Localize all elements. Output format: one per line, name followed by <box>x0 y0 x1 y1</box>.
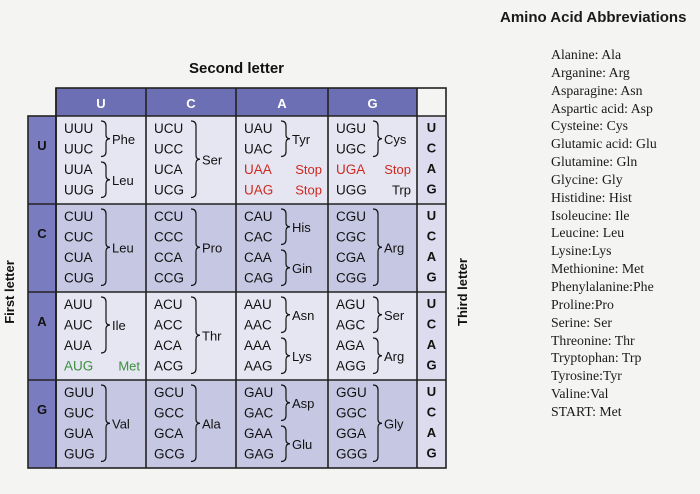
third-letter-a: A <box>426 161 437 176</box>
codon: GAA <box>244 426 273 441</box>
codon: AUU <box>64 297 93 312</box>
codon: GCC <box>154 405 184 421</box>
abbreviation-item: Histidine: Hist <box>551 189 632 205</box>
third-letter-a: A <box>426 249 437 264</box>
codon: AGG <box>336 358 367 374</box>
codon: AGA <box>336 338 365 353</box>
codon: ACA <box>154 338 182 353</box>
second-letter-a: A <box>277 96 287 111</box>
first-letter-label: First letter <box>2 260 17 324</box>
abbreviations-list <box>551 46 657 421</box>
codon: CGA <box>336 250 366 265</box>
codon: GAG <box>244 446 275 462</box>
amino-acid-label: Stop <box>295 182 322 198</box>
codon: UCU <box>154 121 184 136</box>
amino-acid-label: Val <box>112 416 130 432</box>
third-letter-c: C <box>426 228 437 244</box>
amino-acid-label: Met <box>118 358 140 374</box>
codon: GGG <box>336 446 368 462</box>
codon: AUC <box>64 317 93 333</box>
amino-acid-label: Asp <box>292 395 315 411</box>
abbreviation-item: Arganine: Arg <box>551 64 630 80</box>
codon: CGU <box>336 209 366 224</box>
amino-acid-label: Arg <box>384 240 405 256</box>
abbreviations-title: Amino Acid Abbreviations <box>500 9 687 26</box>
third-letter-u: U <box>426 384 437 399</box>
codon: GAU <box>244 385 274 400</box>
codon: UAG <box>244 182 274 198</box>
codon: GCA <box>154 426 184 441</box>
third-letter-g: G <box>426 357 437 373</box>
codon: CUG <box>64 270 94 286</box>
amino-acid-label: Glu <box>292 436 313 452</box>
third-letter-a: A <box>426 425 437 440</box>
codon: UGU <box>336 121 366 136</box>
third-letter-u: U <box>426 208 437 223</box>
codon: AUA <box>64 338 92 353</box>
abbreviation-item: Isoleucine: Ile <box>551 207 630 223</box>
first-letter-c: C <box>37 226 47 241</box>
codon: CCG <box>154 270 184 286</box>
abbreviation-item: Glutamine: Gln <box>551 154 638 170</box>
amino-acid-label: Lys <box>292 348 312 364</box>
codon: CGG <box>336 270 367 286</box>
third-letter-c: C <box>426 316 437 332</box>
second-letter-u: U <box>96 96 106 111</box>
codon: CGC <box>336 229 366 245</box>
abbreviation-item: Phenylalanine:Phe <box>551 278 654 294</box>
codon: UCA <box>154 162 183 177</box>
codon: CAG <box>244 270 274 286</box>
codon: AGU <box>336 297 366 312</box>
amino-acid-label: Cys <box>384 131 407 147</box>
amino-acid-label: Tyr <box>292 131 311 147</box>
codon: UAU <box>244 121 273 136</box>
abbreviation-item: Threonine: Thr <box>551 332 635 348</box>
third-letter-g: G <box>426 445 437 461</box>
first-letter-a: A <box>37 314 47 329</box>
second-letter-c: C <box>186 96 196 111</box>
codon: AAG <box>244 358 273 374</box>
codon: UUA <box>64 162 93 177</box>
codon: AUG <box>64 358 94 374</box>
codon: ACC <box>154 317 183 333</box>
codon: CCC <box>154 229 184 245</box>
codon: GGC <box>336 405 367 421</box>
amino-acid-label: Leu <box>112 172 134 188</box>
third-letter-c: C <box>426 404 437 420</box>
codon: AAC <box>244 317 272 333</box>
abbreviation-item: Leucine: Leu <box>551 225 625 241</box>
amino-acid-label: Asn <box>292 307 315 323</box>
codon: CAC <box>244 229 273 245</box>
codon: GCG <box>154 446 185 462</box>
amino-acid-label: Trp <box>391 182 411 198</box>
codon: CCA <box>154 250 183 265</box>
codon: UCG <box>154 182 184 198</box>
third-letter-a: A <box>426 337 437 352</box>
codon: GUA <box>64 426 94 441</box>
abbreviation-item: Lysine:Lys <box>551 243 612 259</box>
codon: UCC <box>154 141 184 157</box>
first-letter-u: U <box>37 138 47 153</box>
codon: ACU <box>154 297 183 312</box>
codon: GGU <box>336 385 367 400</box>
abbreviation-item: Tyrosine:Tyr <box>551 368 622 384</box>
codon: ACG <box>154 358 184 374</box>
amino-acid-label: Pro <box>202 240 223 256</box>
abbreviation-item: Proline:Pro <box>551 296 614 312</box>
third-letter-label: Third letter <box>455 258 470 326</box>
codon: UUC <box>64 141 94 157</box>
third-letter-c: C <box>426 140 437 156</box>
abbreviation-item: START: Met <box>551 403 622 419</box>
codon: GCU <box>154 385 184 400</box>
third-letter-g: G <box>426 269 437 285</box>
codon: GUG <box>64 446 95 462</box>
codon: UGA <box>336 162 366 177</box>
abbreviation-item: Alanine: Ala <box>551 47 622 62</box>
codon: AAA <box>244 338 272 353</box>
codon: GAC <box>244 405 274 421</box>
amino-acid-label: Phe <box>112 131 136 147</box>
amino-acid-label: Ser <box>202 152 223 168</box>
abbreviation-item: Aspartic acid: Asp <box>551 100 653 116</box>
amino-acid-label: Gly <box>384 416 404 432</box>
amino-acid-label: Leu <box>112 240 134 256</box>
codon: UAC <box>244 141 273 157</box>
codon: CUA <box>64 250 93 265</box>
amino-acid-label: Thr <box>202 328 222 344</box>
amino-acid-label: His <box>292 219 311 235</box>
codon: GGA <box>336 426 367 441</box>
codon: UUU <box>64 121 94 136</box>
third-letter-u: U <box>426 120 437 135</box>
codon: AGC <box>336 317 366 333</box>
first-letter-g: G <box>36 402 48 417</box>
codon: UUG <box>64 182 94 198</box>
codon: AAU <box>244 297 272 312</box>
abbreviation-item: Tryptophan: Trp <box>551 350 642 366</box>
codon: CAA <box>244 250 272 265</box>
abbreviation-item: Glycine: Gly <box>551 171 623 187</box>
third-letter-g: G <box>426 181 437 197</box>
third-letter-u: U <box>426 296 437 311</box>
codon: CUC <box>64 229 94 245</box>
second-letter-label: Second letter <box>188 60 285 77</box>
amino-acid-label: Ala <box>202 416 221 432</box>
abbreviation-item: Methionine: Met <box>551 261 645 277</box>
abbreviation-item: Glutamic acid: Glu <box>551 136 657 152</box>
abbreviation-item: Cysteine: Cys <box>551 118 629 134</box>
codon: CAU <box>244 209 273 224</box>
abbreviation-item: Valine:Val <box>551 386 609 402</box>
codon: UGC <box>336 141 366 157</box>
amino-acid-label: Stop <box>295 162 322 177</box>
codon: UAA <box>244 162 272 177</box>
codon: CCU <box>154 209 184 224</box>
amino-acid-label: Arg <box>384 348 405 364</box>
abbreviation-item: Serine: Ser <box>551 314 612 330</box>
codon: GUU <box>64 385 94 400</box>
codon: UGG <box>336 182 367 198</box>
amino-acid-label: Stop <box>384 162 411 177</box>
codon: GUC <box>64 405 94 421</box>
abbreviation-item: Asparagine: Asn <box>551 82 643 98</box>
amino-acid-label: Gin <box>292 260 313 276</box>
codon: CUU <box>64 209 94 224</box>
amino-acid-label: Ile <box>112 318 126 333</box>
second-letter-g: G <box>367 96 378 111</box>
amino-acid-label: Ser <box>384 307 405 323</box>
